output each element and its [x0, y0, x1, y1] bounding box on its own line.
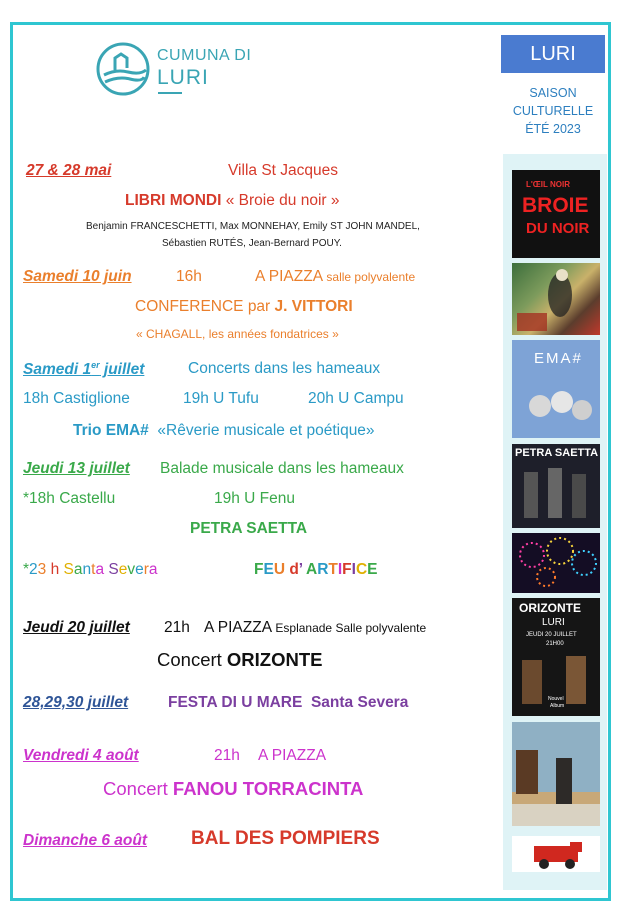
cumuna-logo-icon [96, 42, 150, 96]
event-time: 16h [176, 268, 202, 285]
singer-room-icon [512, 722, 600, 826]
poster-text: DU NOIR [526, 220, 590, 237]
event-group: PETRA SAETTA [190, 520, 308, 537]
fireworks-time [23, 561, 158, 579]
saison-line: ÉTÉ 2023 [525, 122, 581, 136]
event-title [125, 192, 339, 210]
event-place: Villa St Jacques [228, 162, 338, 179]
event-date: Samedi 10 juin [23, 268, 132, 285]
rainbow-text: FEU d’ ARTIFICE [254, 561, 378, 578]
saison-block [505, 84, 601, 138]
event-slot: 20h U Campu [308, 390, 404, 407]
event-subtitle: « CHAGALL, les années fondatrices » [136, 327, 339, 341]
place-name: A PIAZZA [204, 619, 273, 636]
poster-text: ORIZONTE [519, 601, 581, 615]
speaker-name: J. VITTORI [274, 298, 353, 315]
poster-chagall-painting [512, 263, 600, 335]
authors-line: Benjamin FRANCESCHETTI, Max MONNEHAY, Emily ST JOHN MANDEL, [86, 221, 420, 232]
poster-orizonte [512, 598, 600, 716]
poster-text: BROIE [522, 194, 589, 217]
poster-fanou-torracinta [512, 722, 600, 826]
poster-fireworks [512, 533, 600, 593]
logo-line2: LURI [157, 66, 209, 89]
poster-ema [512, 340, 600, 438]
event-concert [157, 649, 323, 671]
logo-underline [158, 92, 182, 94]
logo-line1: CUMUNA DI [157, 47, 252, 64]
event-title [135, 298, 353, 316]
event-title-bold: LIBRI MONDI [125, 192, 222, 209]
poster-fire-truck [512, 836, 600, 872]
event-title: Balade musicale dans les hameaux [160, 460, 404, 477]
event-slot: 19h U Fenu [214, 490, 295, 507]
event-date: 28,29,30 juillet [23, 694, 129, 711]
fireworks-title [254, 561, 378, 579]
poster-broie-du-noir [512, 170, 600, 258]
authors-line: Sébastien RUTÉS, Jean-Bernard POUY. [162, 238, 342, 249]
event-date: Jeudi 20 juillet [23, 619, 130, 636]
event-slot: *18h Castellu [23, 490, 116, 507]
event-title: BAL DES POMPIERS [191, 828, 380, 849]
concert-name: FANOU TORRACINTA [172, 778, 364, 799]
event-place: A PIAZZA [258, 747, 327, 764]
poster-text: LURI [542, 617, 565, 628]
event-date [23, 360, 144, 379]
date-sup: er [91, 360, 100, 370]
festa-place: Santa Severa [310, 694, 409, 711]
rainbow-text: *23 h Santa Severa [23, 561, 158, 578]
event-time: 21h [214, 747, 240, 764]
event-title-rest: « Broie du noir » [221, 192, 340, 209]
concert-prefix: Concert [157, 649, 227, 670]
event-time: 21h [164, 619, 190, 636]
event-concert [103, 778, 363, 800]
painting-figure-icon [512, 263, 600, 335]
event-place [204, 619, 426, 637]
place-name: A PIAZZA [255, 268, 324, 285]
event-title [168, 694, 408, 712]
poster-text: L'ŒIL NOIR [526, 180, 570, 189]
group-name: Trio EMA# [73, 422, 149, 439]
concert-name: ORIZONTE [226, 649, 323, 670]
poster-text: PETRA SAETTA [515, 447, 599, 459]
saison-line: SAISON [529, 86, 577, 100]
event-slot: 18h Castiglione [23, 390, 130, 407]
poster-text: EMA# [534, 350, 583, 367]
poster-petra-saetta [512, 444, 600, 528]
date-main: Samedi 1 [23, 361, 92, 379]
concert-prefix: Concert [103, 778, 173, 799]
date-end: juillet [99, 361, 145, 379]
place-detail: Esplanade Salle polyvalente [272, 621, 427, 635]
poster-text: 21H00 [546, 641, 564, 647]
poster-text: Album [550, 703, 565, 709]
fireworks-icon [512, 533, 600, 593]
event-date: Dimanche 6 août [23, 832, 148, 849]
poster-text: Nouvel [548, 696, 564, 702]
event-group [73, 422, 375, 440]
place-detail: salle polyvalente [323, 270, 416, 284]
conference-title: CONFERENCE par [135, 298, 275, 315]
event-place [255, 268, 415, 286]
luri-badge: LURI [501, 35, 605, 73]
saison-line: CULTURELLE [512, 104, 594, 118]
event-date: Vendredi 4 août [23, 747, 139, 764]
festa-title: FESTA DI U MARE [168, 694, 303, 711]
group-title: «Rêverie musicale et poétique» [157, 422, 375, 439]
fire-truck-icon [512, 836, 600, 872]
event-slot: 19h U Tufu [183, 390, 259, 407]
event-date: Jeudi 13 juillet [23, 460, 130, 477]
event-title: Concerts dans les hameaux [188, 360, 381, 377]
event-date: 27 & 28 mai [26, 162, 112, 179]
poster-text: JEUDI 20 JUILLET [526, 632, 577, 638]
